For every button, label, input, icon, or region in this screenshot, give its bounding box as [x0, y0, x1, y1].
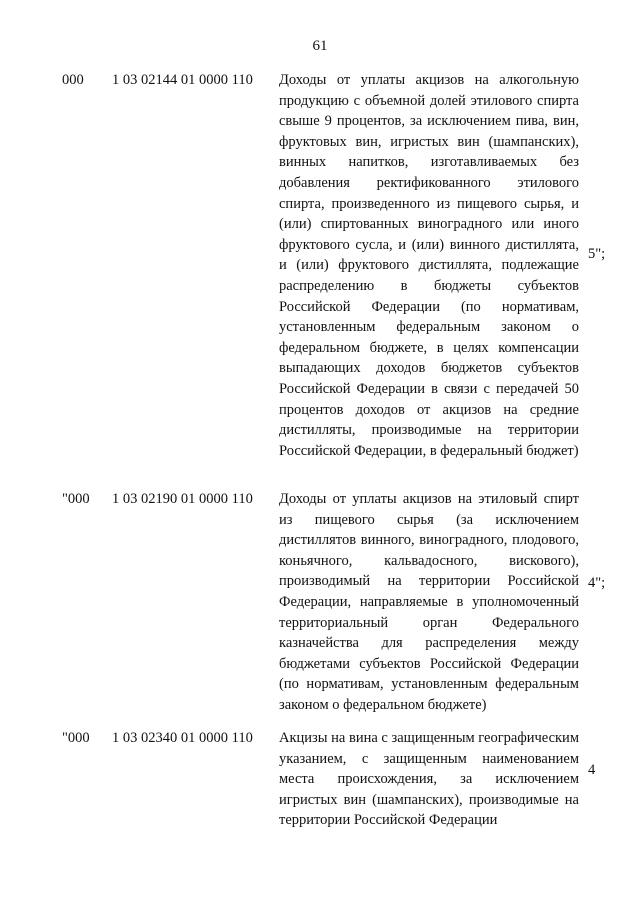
admin-code: 000 — [62, 72, 84, 88]
kbk-code: 1 03 02190 01 0000 110 — [112, 491, 253, 507]
income-description: Акцизы на вина с защищенным географическим указанием, с защищенным наименованием места происхождения, за исключением игристых вин (шампанских), производимые на территории Российской Федерации — [279, 730, 579, 829]
income-description: Доходы от уплаты акцизов на этиловый спирт из пищевого сырья (за исключением дистиллятов винного, виноградного, плодового, коньячного, кальвадосного, вискового), производимый на территории Российской Федерации, направляемые в уполномоченный территориальный орган Федерального казначейства для распределения между бюджетами субъектов Российской Федерации (по нормативам, установленным федеральным законом о федеральном бюджете) — [279, 491, 579, 713]
kbk-code: 1 03 02144 01 0000 110 — [112, 72, 253, 88]
income-description: Доходы от уплаты акцизов на алкогольную продукцию с объемной долей этилового спирта свыше 9 процентов, за исключением пива, вин, фруктовых вин, игристых вин (шампанских), винных напитков, изготавливаемых без добавления ректификованного этилового спирта, произведенного из пищевого сырья, и (или) спиртованных виноградного или иного фруктового сусла, и (или) винного дистиллята, и (или) фруктового дистиллята, подлежащие распределению в бюджеты субъектов Российской Федерации (по нормативам, установленным федеральным законом о федеральном бюджете, в целях компенсации выпадающих доходов бюджетов субъектов Российской Федерации в связи с передачей 50 процентов доходов от акцизов на средние дистилляты, производимые на территории Российской Федерации, в федеральный бюджет) — [279, 72, 579, 459]
distribution-norm: 5"; — [588, 246, 606, 262]
distribution-norm: 4 — [588, 762, 596, 778]
kbk-code: 1 03 02340 01 0000 110 — [112, 730, 253, 746]
admin-code: "000 — [62, 730, 90, 746]
admin-code: "000 — [62, 491, 90, 507]
page-number: 61 — [312, 38, 328, 54]
distribution-norm: 4"; — [588, 575, 606, 591]
